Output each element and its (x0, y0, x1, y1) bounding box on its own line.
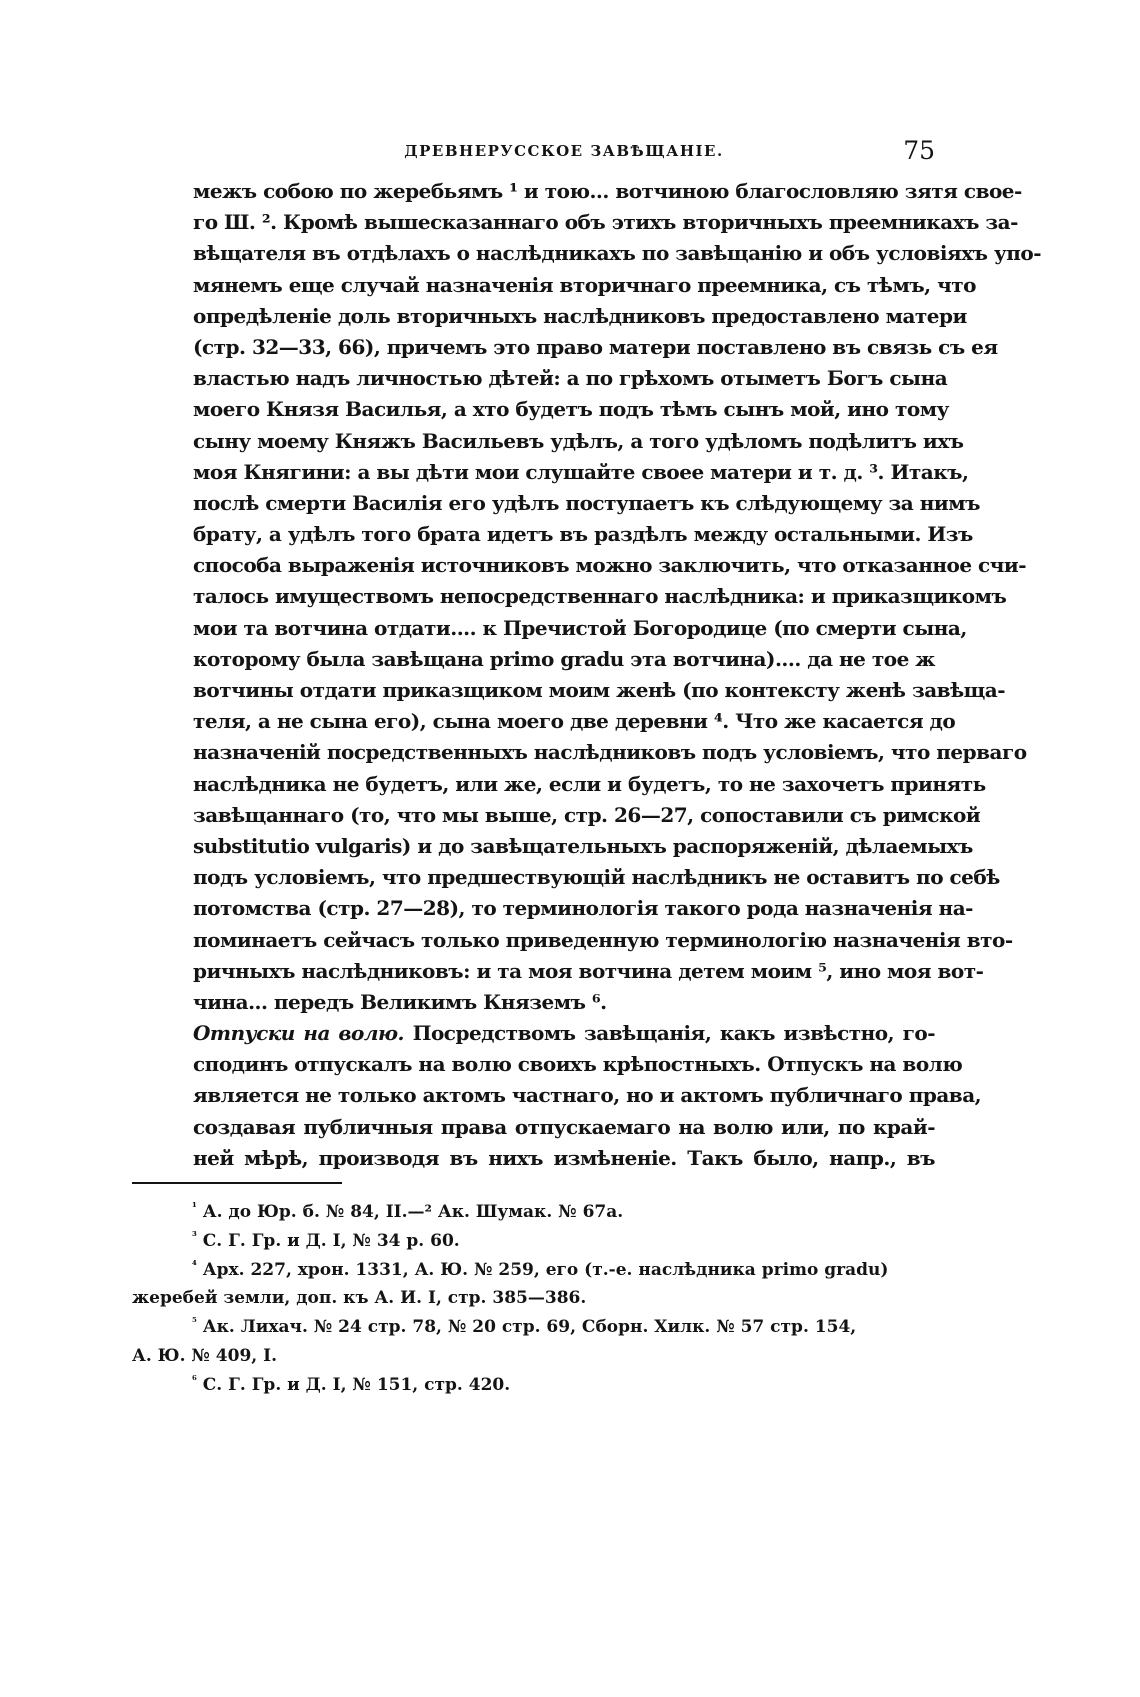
main-text (193, 176, 1042, 1174)
footnote-divider (132, 1182, 342, 1184)
text-line: вѣщателя въ отдѣлахъ о наслѣдникахъ по завѣщанію и объ условіяхъ упо- (193, 241, 1042, 266)
text-line: мянемъ еще случай назначенія вторичнаго преемника, съ тѣмъ, что (193, 272, 976, 297)
footnotes (132, 1198, 935, 1400)
footnote-text: Ак. Лихач. № 24 стр. 78, № 20 стр. 69, Сборн. Хилк. № 57 стр. 154, (202, 1317, 857, 1338)
running-title: ДРЕВНЕРУССКОЕ ЗАВѢЩАНІЕ. (404, 142, 724, 160)
section-first-line-text: Посредствомъ завѣщанія, какъ извѣстно, го- (412, 1021, 936, 1046)
footnote-mark: ⁶ (192, 1373, 197, 1387)
text-line: властью надъ личностью дѣтей: а по грѣхомъ отыметъ Богъ сына (193, 366, 948, 391)
text-line: которому была завѣщана primo gradu эта вотчина).... да не тое ж (193, 646, 935, 671)
footnote-mark: ¹ (192, 1200, 197, 1214)
footnote-text: С. Г. Гр. и Д. I, № 34 р. 60. (202, 1230, 460, 1251)
footnote (132, 1371, 935, 1400)
footnote-mark: ⁵ (192, 1315, 197, 1329)
text-line: чина... передъ Великимъ Княземъ ⁶. (193, 989, 607, 1014)
text-line: теля, а не сына его), сына моего две деревни ⁴. Что же касается до (193, 709, 956, 734)
text-line: межъ собою по жеребьямъ ¹ и тою... вотчиною благословляю зятя свое- (193, 179, 1022, 203)
footnote (132, 1313, 935, 1342)
page-header (193, 136, 935, 166)
text-line: опредѣленіе доль вторичныхъ наслѣдниковъ предоставлено матери (193, 303, 967, 328)
text-line: вотчины отдати приказщиком моим женѣ (по контексту женѣ завѣща- (193, 678, 1006, 702)
text-line: завѣщаннаго (то, что мы выше, стр. 26—27, сопоставили съ римской (193, 802, 981, 827)
footnote (132, 1256, 935, 1285)
text-line: создавая публичныя права отпускаемаго на волю или, по край- (193, 1114, 935, 1139)
footnote-text: А. до Юр. б. № 84, II.—² Ак. Шумак. № 67а. (202, 1202, 624, 1222)
section-title: Отпуски на волю. (193, 1021, 405, 1046)
text-line: ней мѣрѣ, производя въ нихъ измѣненіе. Такъ было, напр., въ (193, 1145, 935, 1170)
text-line: подъ условіемъ, что предшествующій наслѣдникъ не оставитъ по себѣ (193, 865, 1000, 890)
text-line: способа выраженія источниковъ можно заключить, что отказанное счи- (193, 553, 1026, 578)
text-line: мои та вотчина отдати.... к Пречистой Богородице (по смерти сына, (193, 615, 967, 640)
footnote-continuation: жеребей земли, доп. къ А. И. I, стр. 385—386. (132, 1288, 587, 1309)
footnote-text: С. Г. Гр. и Д. I, № 151, стр. 420. (202, 1374, 511, 1395)
text-line: ричныхъ наслѣдниковъ: и та моя вотчина детем моим ⁵, ино моя вот- (193, 958, 984, 983)
page-number: 75 (903, 136, 935, 165)
text-line: сподинъ отпускалъ на волю своихъ крѣпостныхъ. Отпускъ на волю (193, 1052, 963, 1077)
text-line: является не только актомъ частнаго, но и актомъ публичнаго права, (193, 1083, 982, 1108)
text-line: брату, а удѣлъ того брата идетъ въ раздѣлъ между остальными. Изъ (193, 522, 973, 547)
footnote (132, 1227, 935, 1256)
section-first-line (193, 1018, 935, 1049)
text-line: поминаетъ сейчасъ только приведенную терминологію назначенія вто- (193, 927, 1013, 952)
footnote-mark: ³ (192, 1229, 197, 1243)
text-line: моя Княгини: а вы дѣти мои слушайте своее матери и т. д. ³. Итакъ, (193, 459, 969, 484)
text-line: талось имуществомъ непосредственнаго наслѣдника: и приказщикомъ (193, 584, 1007, 609)
text-line: моего Князя Василья, а хто будетъ подъ тѣмъ сынъ мой, ино тому (193, 397, 949, 422)
text-line: го Ш. ². Кромѣ вышесказаннаго объ этихъ вторичныхъ преемникахъ за- (193, 210, 1018, 235)
text-line: послѣ смерти Василія его удѣлъ поступаетъ къ слѣдующему за нимъ (193, 490, 980, 515)
text-line: наслѣдника не будетъ, или же, если и будетъ, то не захочетъ принять (193, 771, 986, 796)
footnote-mark: ⁴ (192, 1257, 197, 1271)
text-line: substitutio vulgaris) и до завѣщательныхъ распоряженій, дѣлаемыхъ (193, 833, 973, 858)
footnote (132, 1198, 935, 1227)
text-line: сыну моему Княжъ Васильевъ удѣлъ, а того удѣломъ подѣлитъ ихъ (193, 428, 964, 453)
footnote-text: Арх. 227, хрон. 1331, А. Ю. № 259, его (т.-е. наслѣдника primo gradu) (202, 1259, 889, 1280)
text-line: назначеній посредственныхъ наслѣдниковъ подъ условіемъ, что перваго (193, 740, 1027, 765)
text-line: потомства (стр. 27—28), то терминологія такого рода назначенія на- (193, 896, 973, 921)
text-line: (стр. 32—33, 66), причемъ это право матери поставлено въ связь съ ея (193, 334, 998, 359)
footnote-continuation: А. Ю. № 409, I. (132, 1345, 277, 1366)
